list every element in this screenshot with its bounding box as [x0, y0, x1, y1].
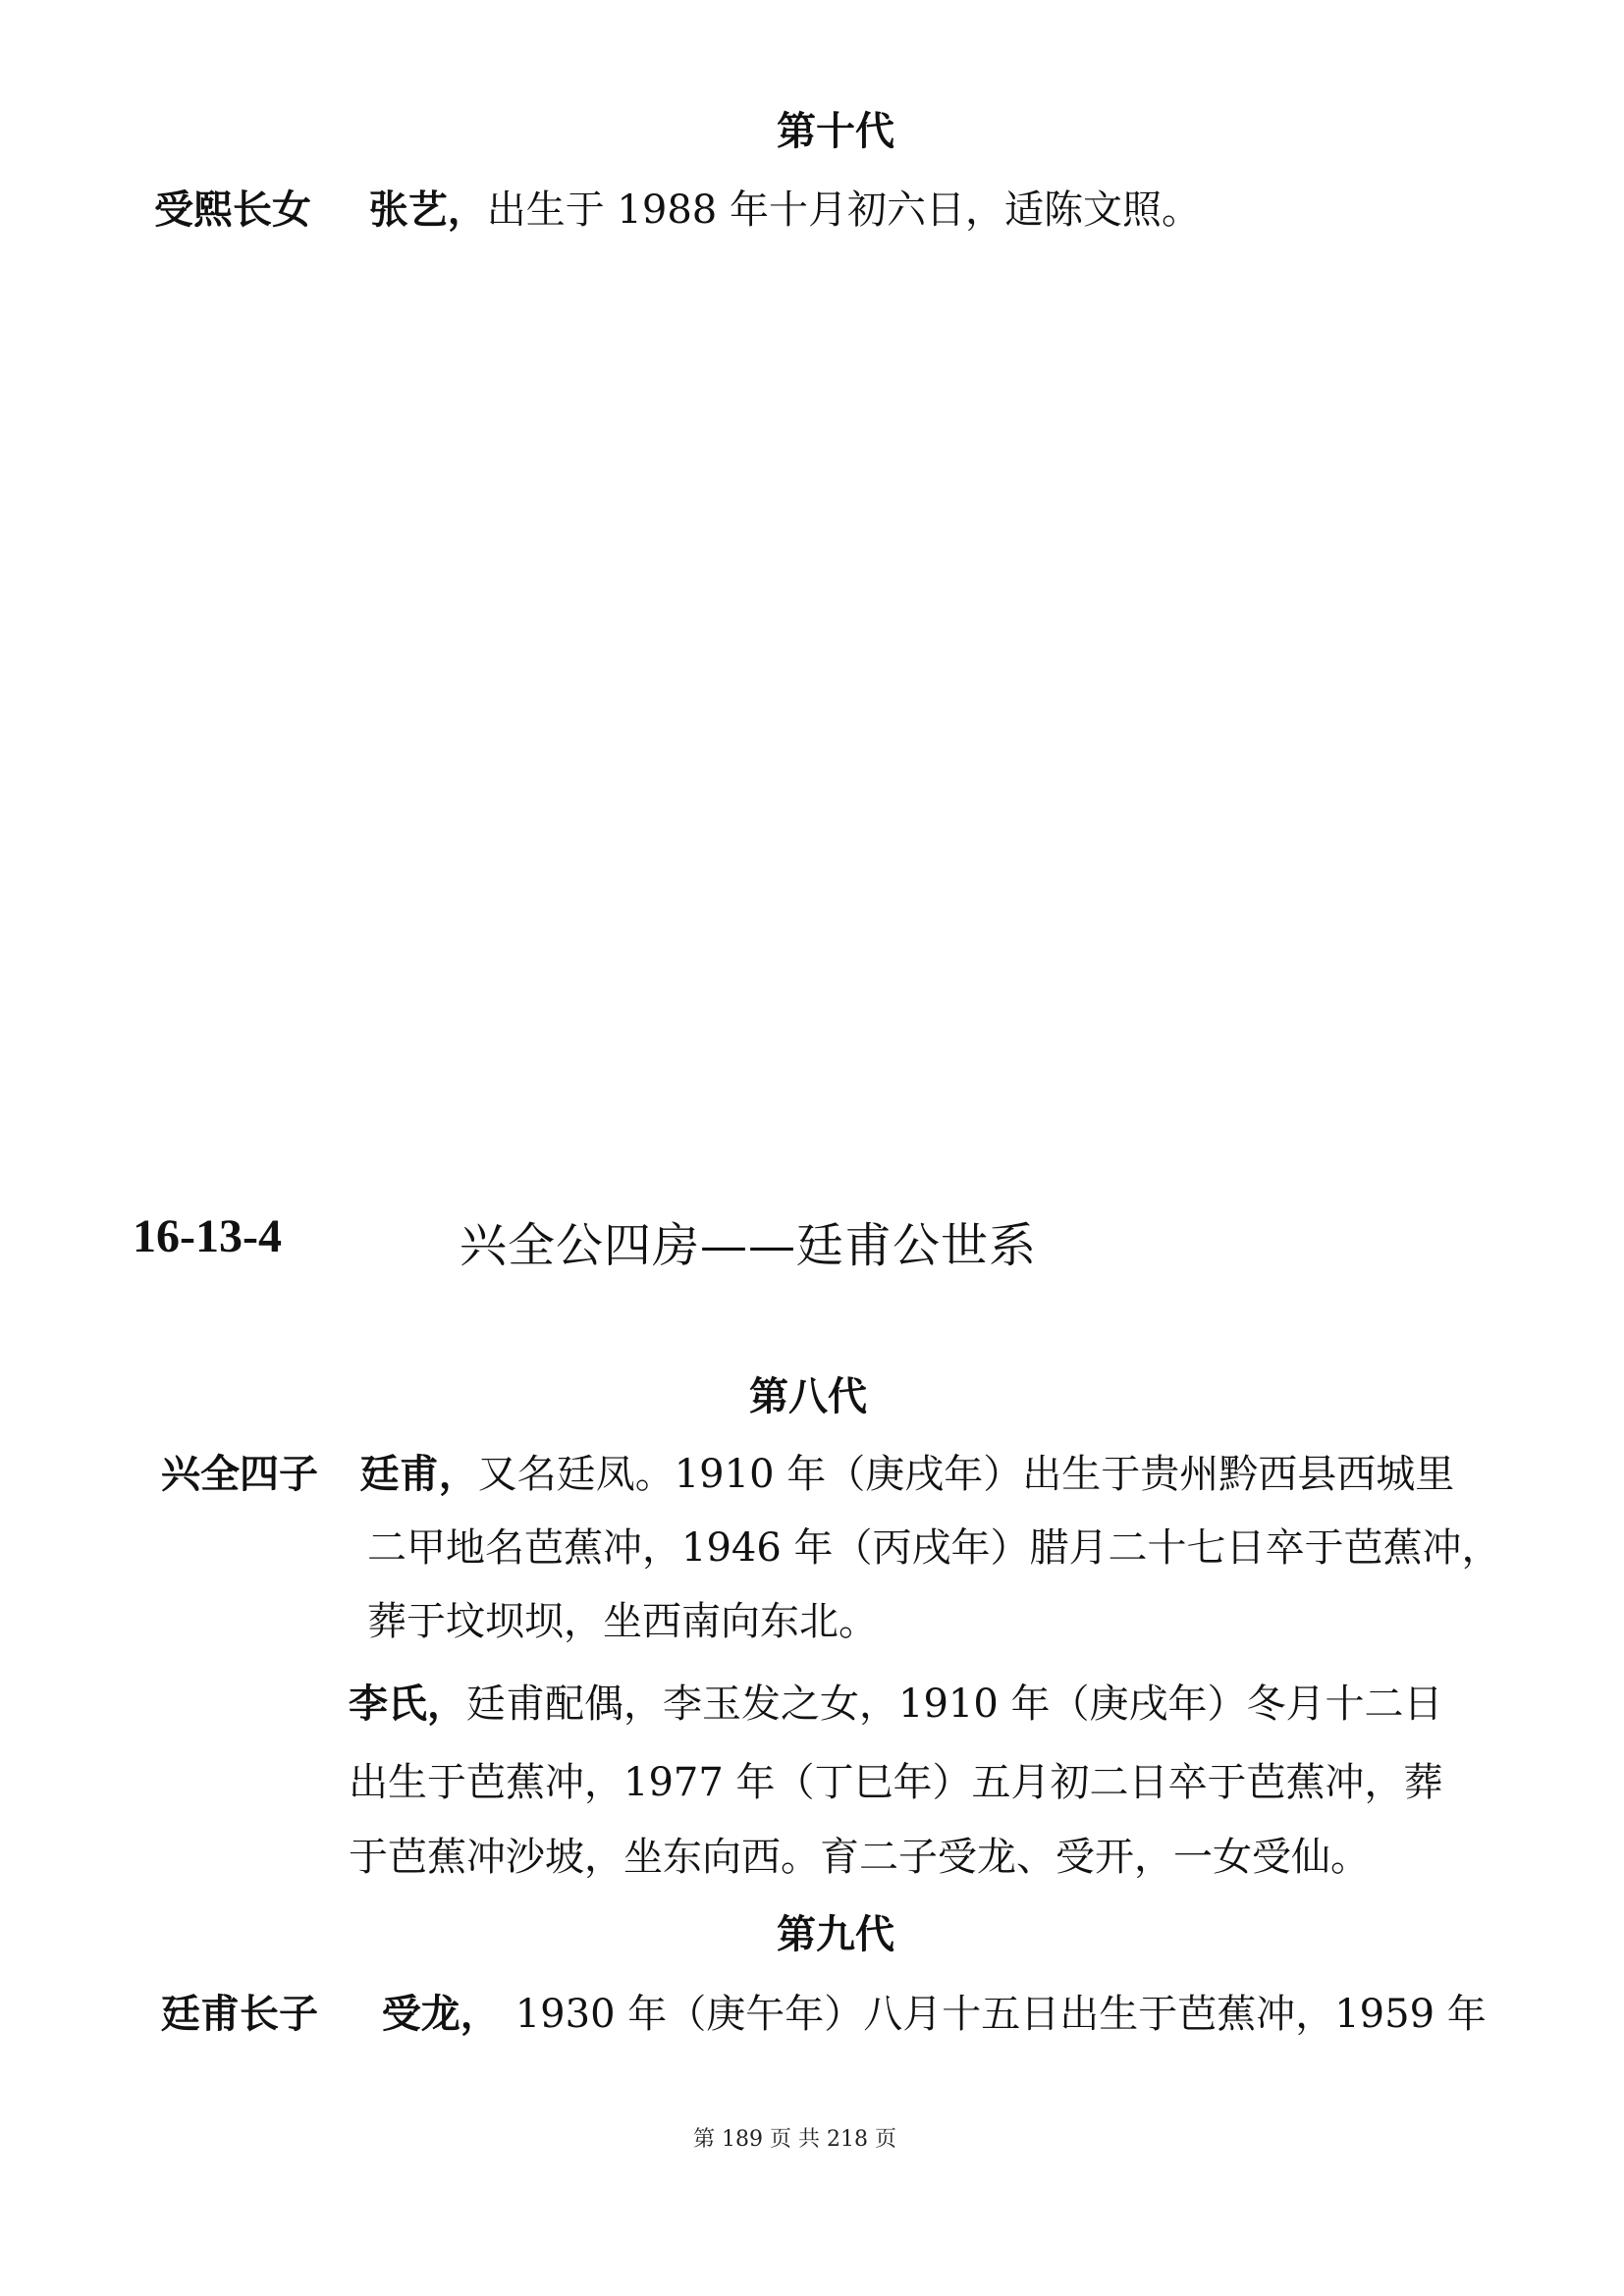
gen8-entry1-line2: 二甲地名芭蕉冲，1946 年（丙戌年）腊月二十七日卒于芭蕉冲，	[367, 1525, 1501, 1571]
section-id: 16-13-4	[133, 1210, 282, 1262]
entry-text: 廷甫配偶，李玉发之女，1910 年（庚戌年）冬月十二日	[466, 1682, 1443, 1727]
relation-label: 受熙长女	[154, 187, 311, 233]
entry-text: 又名廷凤。1910 年（庚戌年）出生于贵州黔西县西城里	[477, 1452, 1455, 1497]
gen10-entry	[154, 187, 1201, 233]
relation-label: 兴全四子	[161, 1451, 318, 1497]
gen9-entry	[161, 1991, 1487, 2037]
page-footer: 第 189 页 共 218 页	[693, 2127, 896, 2152]
person-name: 廷甫，	[359, 1451, 478, 1497]
person-name: 张艺，	[368, 187, 487, 233]
gen8-entry2-line2: 出生于芭蕉冲，1977 年（丁巳年）五月初二日卒于芭蕉冲，葬	[349, 1760, 1443, 1805]
gen10-heading: 第十代	[777, 108, 894, 154]
person-name: 李氏，	[349, 1681, 466, 1727]
gen8-entry2-line3: 于芭蕉冲沙坡，坐东向西。育二子受龙、受开，一女受仙。	[349, 1835, 1370, 1880]
entry-text: 1930 年（庚午年）八月十五日出生于芭蕉冲，1959 年	[514, 1992, 1487, 2037]
gen9-heading: 第九代	[777, 1911, 894, 1957]
person-name: 受龙，	[381, 1991, 500, 2037]
entry-text: 出生于 1988 年十月初六日，适陈文照。	[486, 187, 1201, 233]
relation-label: 廷甫长子	[161, 1991, 318, 2037]
gen8-entry1-line1	[161, 1451, 1455, 1497]
section-title: 兴全公四房——廷甫公世系	[460, 1218, 1038, 1273]
gen8-entry2-line1	[349, 1681, 1443, 1727]
gen8-entry1-line3: 葬于坟坝坝，坐西南向东北。	[367, 1599, 878, 1644]
gen8-heading: 第八代	[749, 1373, 867, 1419]
